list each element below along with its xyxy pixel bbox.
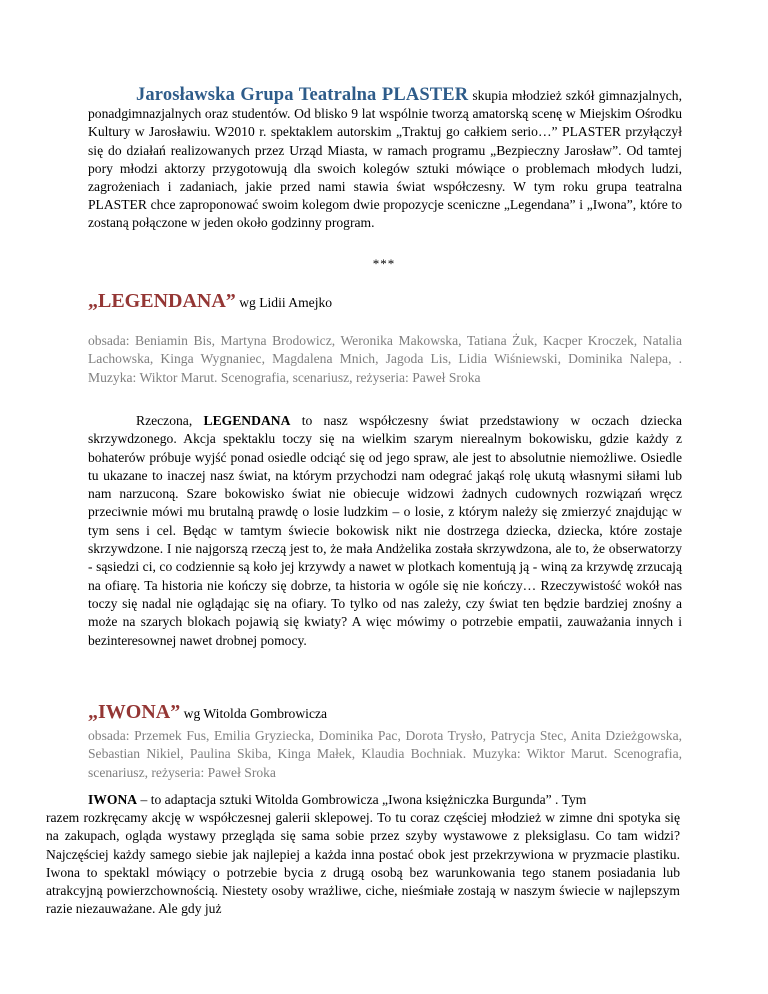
- iwona-description-first-line: [88, 791, 682, 809]
- legendana-title: „LEGENDANA”: [88, 290, 236, 312]
- intro-text: skupia młodzież szkół gimnazjalnych, ponadgimnazjalnych oraz studentów. Od blisko 9 lat wspólnie tworzą amatorską scenę w Miejskim Ośrodku Kultury w Jarosławiu. W2010 r. spektaklem autorskim „Traktuj go całkiem serio…” PLASTER przyłączył się do działań realizowanych przez Urząd Miasta, w ramach programu „Bezpieczny Jarosław”. Od tamtej pory młodzi aktorzy przygotowują dla swoich kolegów sztuki mówiące o problemach młodych ludzi, zagrożeniach i zadaniach, jakie przed nami stawia świat współczesny. W tym roku grupa teatralna PLASTER chce zaproponować swoim kolegom dwie propozycje sceniczne „Legendana” i „Iwona”, które to zostaną połączone w jeden około godzinny program.: [88, 88, 682, 231]
- legendana-heading: [88, 290, 332, 313]
- section-separator: ***: [372, 256, 396, 271]
- iwona-cast: obsada: Przemek Fus, Emilia Gryziecka, Dominika Pac, Dorota Trysło, Patrycja Stec, Anita Dzieżgowska, Sebastian Nikiel, Paulina Skiba, Kinga Małek, Klaudia Bochniak. Muzyka: Wiktor Marut. Scenografia, scenariusz, reżyseria: Paweł Sroka: [88, 728, 682, 780]
- legendana-text: to nasz współczesny świat przedstawiony w oczach dziecka skrzywdzonego. Akcja spektaklu toczy się na wielkim szarym nierealnym bokowisku, gdzie każdy z bohaterów próbuje wyjść ponad osiedle odciąć się od jego spraw, ale jest to absolutnie niemożliwe. Osiedle tu ukazane to inaczej nasz świat, na którym przychodzi nam odegrać jakąś rolę ukutą własnymi siłami lub nam narzuconą. Szare bokowisko świat nie obiecuje widzowi żadnych cudownych rozwiązań wręcz przeciwnie mówi mu brutalną prawdę o losie ludzkim – o losie, z którym należy się zmierzyć znajdując w tym sens i cel. Będąc w tamtym świecie bokowisk nikt nie dostrzega dziecka, dziecka, które zostaje skrzywdzone. I nie najgorszą rzeczą jest to, że mała Andżelika została skrzywdzona, ale to, że obserwatorzy - sąsiedzi ci, co codziennie są koło jej krzywdy a nawet w plotkach komentują ją - winą za krzywdę zrzucają na ofiarę. Ta historia nie kończy się dobrze, ta historia w ogóle się nie kończy… Rzeczywistość wokół nas toczy się nadal nie oglądając się na ofiary. To tylko od nas zależy, czy świat ten będzie bardziej znośny a może na szarych blokach pojawią się kwiaty? A więc mówimy o potrzebie empatii, zauważania innych i bezinteresownej nawet drobnej pomocy.: [88, 413, 682, 648]
- iwona-text-first: – to adaptacja sztuki Witolda Gombrowicza „Iwona księżniczka Burgunda” . Tym: [137, 792, 587, 807]
- iwona-description: razem rozkręcamy akcję w współczesnej galerii sklepowej. To tu coraz częściej młodzież w zimne dni spotyka się na zakupach, ogląda wystawy przegląda się sama sobie przez szyby wystawowe z pleksiglasu. Co tam widzi? Najczęściej każdy samego siebie jak najlepiej a każda inna postać obok jest przekrzywiona w pryzmacie plastiku. Iwona to spektakl mówiący o potrzebie bycia z drugą osobą bez warunkowania tego stanem posiadania lub atrakcyjną powierzchownością. Niestety osoby wrażliwe, ciche, nieśmiałe zostają w naszym świecie w najlepszym razie niezauważane. Ale gdy już: [46, 810, 680, 917]
- legendana-lead: Rzeczona,: [136, 413, 204, 428]
- group-title: Jarosławska Grupa Teatralna PLASTER: [136, 85, 469, 105]
- iwona-author: wg Witolda Gombrowicza: [180, 706, 328, 721]
- iwona-title: „IWONA”: [88, 701, 181, 723]
- legendana-cast: obsada: Beniamin Bis, Martyna Brodowicz, Weronika Makowska, Tatiana Żuk, Kacper Kroczek, Natalia Lachowska, Kinga Wygnaniec, Magdalena Mnich, Jagoda Lis, Lidia Wiśniewski, Dominika Nalepa, . Muzyka: Wiktor Marut. Scenografia, scenariusz, reżyseria: Paweł Sroka: [88, 333, 682, 385]
- iwona-heading: [88, 701, 327, 724]
- iwona-lead-bold: IWONA: [88, 792, 138, 807]
- legendana-author: wg Lidii Amejko: [235, 295, 333, 310]
- legendana-lead-bold: LEGENDANA: [203, 413, 291, 428]
- legendana-description: [88, 412, 682, 650]
- intro-paragraph: [88, 86, 682, 233]
